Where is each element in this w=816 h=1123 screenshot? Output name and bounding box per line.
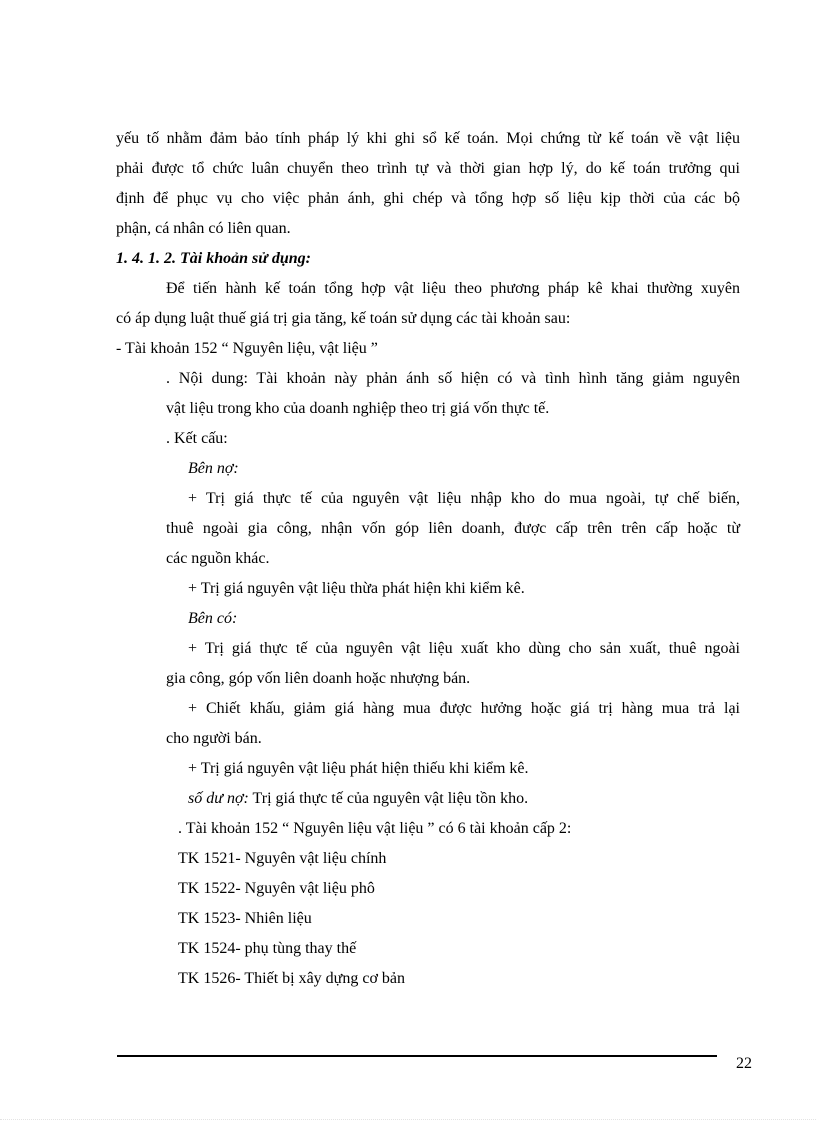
credit-item: + Trị giá nguyên vật liệu phát hiện thiếu khi kiểm kê. (188, 760, 529, 777)
paragraph-line: định để phục vụ cho việc phản ánh, ghi chép và tổng hợp số liệu kịp thời của các bộ (116, 190, 740, 207)
balance-text: Trị giá thực tế của nguyên vật liệu tồn kho. (248, 790, 529, 807)
balance-line (116, 784, 740, 814)
sub-account-item: TK 1526- Thiết bị xây dựng cơ bản (178, 970, 406, 987)
sub-account-item: TK 1523- Nhiên liệu (178, 910, 312, 927)
document-body (116, 124, 740, 994)
paragraph-line: yếu tố nhằm đảm bảo tính pháp lý khi ghi sổ kế toán. Mọi chứng từ kế toán về vật liệu (116, 130, 740, 147)
account-title: - Tài khoản 152 “ Nguyên liệu, vật liệu ” (116, 340, 378, 357)
sub-accounts-intro: . Tài khoản 152 “ Nguyên liệu vật liệu ” có 6 tài khoản cấp 2: (178, 820, 572, 837)
balance-label: số dư nợ: (188, 790, 249, 807)
credit-item: gia công, góp vốn liên doanh hoặc nhượng bán. (166, 670, 471, 687)
intro-line: có áp dụng luật thuế giá trị gia tăng, kế toán sử dụng các tài khoản sau: (116, 310, 571, 327)
debit-item: thuê ngoài gia công, nhận vốn góp liên doanh, được cấp trên trên cấp hoặc từ (166, 520, 740, 537)
sub-account-item: TK 1521- Nguyên vật liệu chính (178, 850, 387, 867)
paragraph-line: phận, cá nhân có liên quan. (116, 220, 291, 237)
credit-item: cho người bán. (166, 730, 262, 747)
credit-item: + Chiết khấu, giảm giá hàng mua được hưởng hoặc giá trị hàng mua trả lại (188, 700, 740, 717)
debit-label: Bên nợ: (188, 460, 239, 477)
page-number: 22 (736, 1055, 752, 1072)
credit-item: + Trị giá thực tế của nguyên vật liệu xuất kho dùng cho sản xuất, thuê ngoài (188, 640, 740, 657)
section-heading: 1. 4. 1. 2. Tài khoản sử dụng: (116, 250, 311, 267)
sub-account-item: TK 1522- Nguyên vật liệu phô (178, 880, 375, 897)
debit-item: + Trị giá nguyên vật liệu thừa phát hiện khi kiểm kê. (188, 580, 525, 597)
debit-item: các nguồn khác. (166, 550, 270, 567)
footer-rule (117, 1055, 717, 1057)
content-line: vật liệu trong kho của doanh nghiệp theo trị giá vốn thực tế. (166, 400, 550, 417)
page-edge-divider (0, 1119, 816, 1120)
intro-line: Để tiến hành kế toán tổng hợp vật liệu theo phương pháp kê khai thường xuyên (166, 280, 740, 297)
structure-label: . Kết cấu: (166, 430, 228, 447)
paragraph-line: phải được tổ chức luân chuyển theo trình tự và thời gian hợp lý, do kế toán trưởng qui (116, 160, 740, 177)
content-line: . Nội dung: Tài khoản này phản ánh số hiện có và tình hình tăng giảm nguyên (166, 370, 740, 387)
sub-account-item: TK 1524- phụ tùng thay thế (178, 940, 357, 957)
credit-label: Bên có: (188, 610, 238, 627)
debit-item: + Trị giá thực tế của nguyên vật liệu nhập kho do mua ngoài, tự chế biến, (188, 490, 740, 507)
